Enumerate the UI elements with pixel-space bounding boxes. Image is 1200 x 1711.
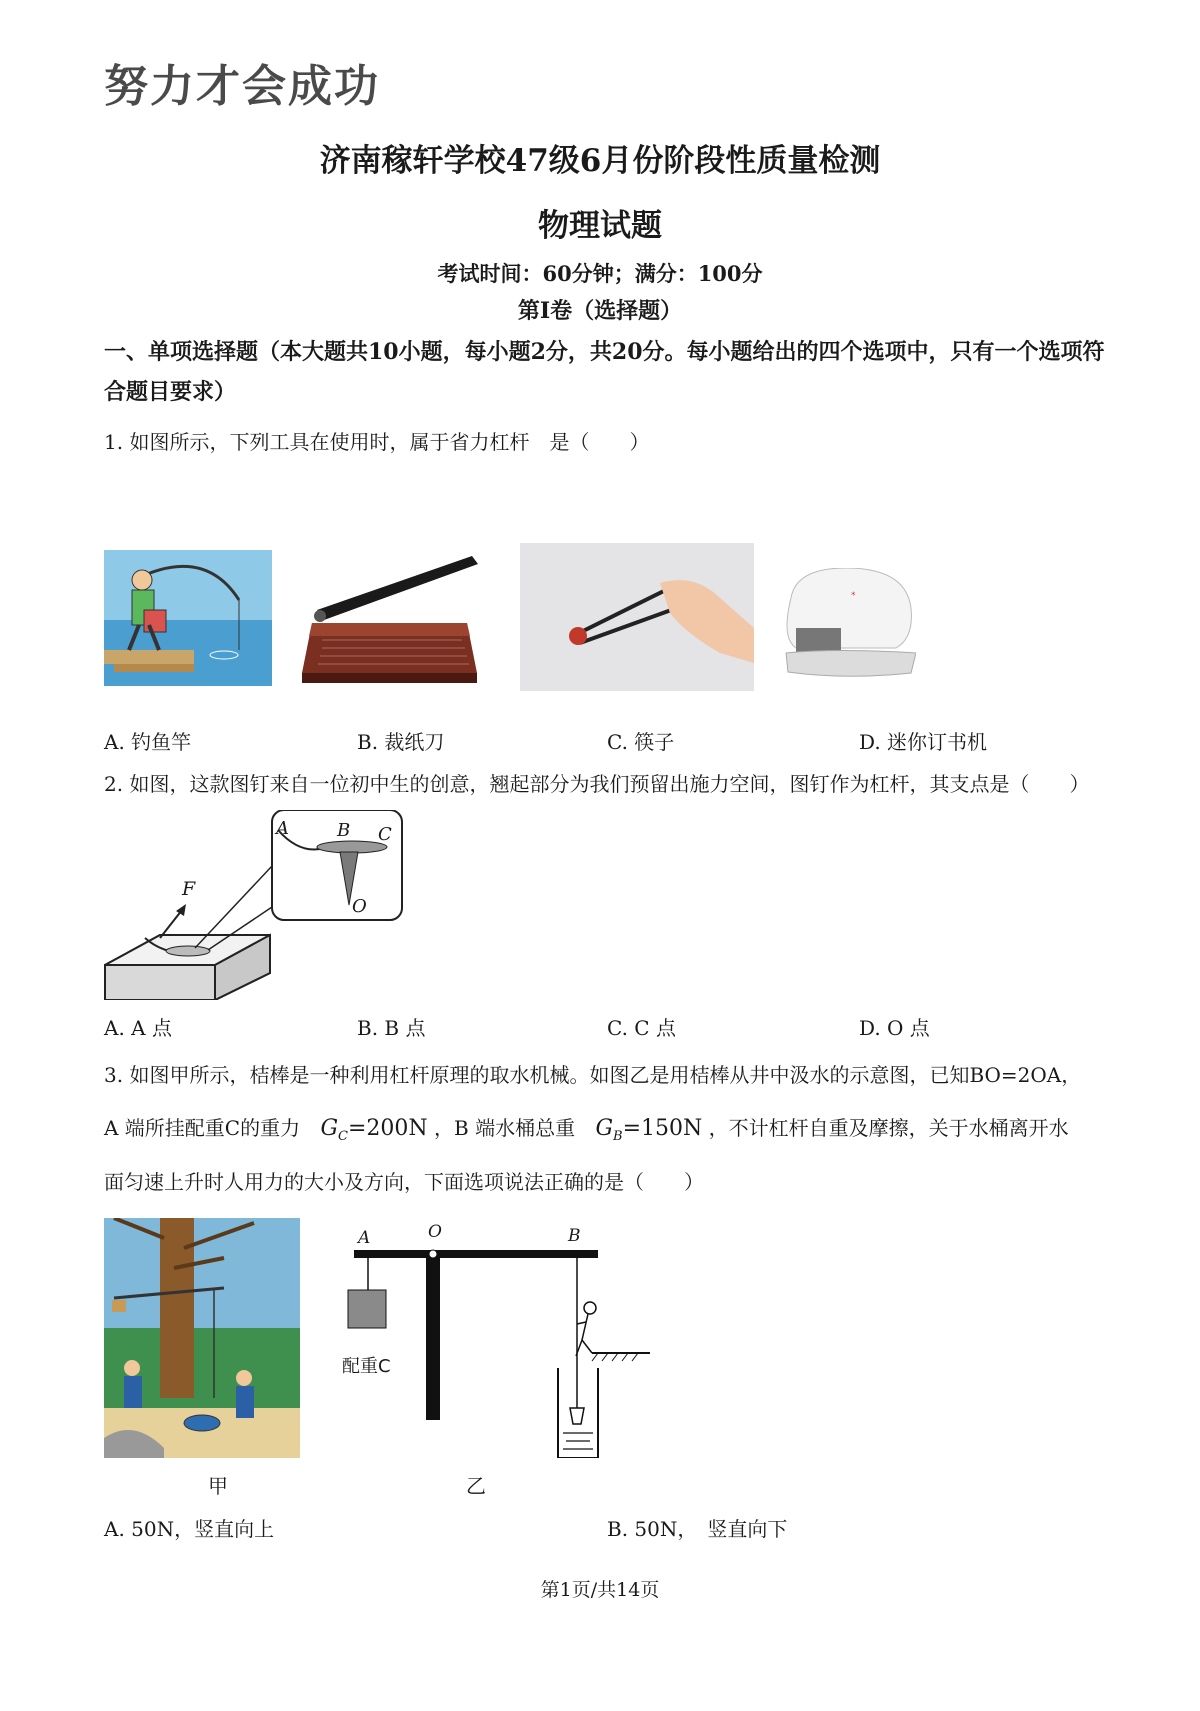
q3-label-a: A [358, 1228, 371, 1248]
figure-caption-jia: 甲 [208, 1474, 228, 1498]
q3-text-c: ，不计杠杆自重及摩擦，关于水桶离开水 [708, 1116, 1069, 1140]
q3-gc-symbol: G [320, 1116, 339, 1141]
fishing-rod-image [104, 550, 272, 686]
q2-label-a: A [276, 818, 289, 839]
volume-title: 第Ⅰ卷（选择题） [517, 298, 683, 324]
chopsticks-image [520, 543, 754, 691]
q3-gc-formula [320, 1116, 428, 1144]
q1-option-b[interactable]: B. 裁纸刀 [357, 730, 445, 754]
q3-gb-formula [595, 1116, 703, 1144]
q2-label-c: C [378, 824, 392, 845]
q3-text-b: ，B 端水桶总重 [434, 1116, 576, 1140]
q3-gb-value: =150N [622, 1116, 703, 1141]
question-3-stem-line3: 面匀速上升时人用力的大小及方向，下面选项说法正确的是（ ） [104, 1170, 704, 1194]
question-3-stem-line1: 3. 如图甲所示，桔棒是一种利用杠杆原理的取水机械。如图乙是用桔棒从井中汲水的示意图，已知BO=2OA， [104, 1063, 1082, 1087]
question-1-stem: 1. 如图所示，下列工具在使用时，属于省力杠杆 是（ ） [104, 430, 650, 454]
q3-gb-sub: B [613, 1129, 623, 1144]
svg-text:*: * [851, 591, 856, 601]
school-title: 济南稼轩学校47级6月份阶段性质量检测 [319, 143, 881, 179]
q3-option-b[interactable]: B. 50N， 竖直向下 [607, 1517, 788, 1541]
q2-label-o: O [352, 896, 367, 917]
q3-label-b: B [568, 1226, 581, 1246]
motto-heading: 努力才会成功 [104, 61, 380, 112]
q1-option-a[interactable]: A. 钓鱼竿 [104, 730, 192, 754]
q2-option-b[interactable]: B. B 点 [357, 1016, 426, 1040]
exam-info: 考试时间：60分钟；满分：100分 [437, 261, 763, 286]
q3-gc-sub: C [338, 1129, 348, 1144]
q2-label-f: F [182, 878, 196, 900]
q1-option-d[interactable]: D. 迷你订书机 [859, 730, 988, 754]
subject-title: 物理试题 [538, 208, 662, 244]
question-3-stem-line2 [104, 1116, 1134, 1149]
well-sweep-illustration [104, 1218, 300, 1458]
q1-option-c[interactable]: C. 筷子 [607, 730, 675, 754]
q2-label-b: B [337, 820, 351, 841]
section-heading: 一、单项选择题（本大题共10小题，每小题2分，共20分。每小题给出的四个选项中，只有一个选项符合题目要求） [104, 339, 1105, 405]
paper-cutter-image [302, 548, 480, 688]
q3-text-a: A 端所挂配重C的重力 [104, 1116, 301, 1140]
q2-option-d[interactable]: D. O 点 [859, 1016, 930, 1040]
well-sweep-schematic [330, 1228, 650, 1458]
q3-option-a[interactable]: A. 50N，竖直向上 [104, 1517, 275, 1541]
stapler-image [776, 568, 916, 686]
figure-caption-yi: 乙 [466, 1474, 486, 1498]
page-footer: 第1页/共14页 [540, 1579, 660, 1601]
q3-weight-label: 配重C [342, 1356, 391, 1377]
q3-label-o: O [428, 1222, 442, 1242]
q3-gb-symbol: G [595, 1116, 614, 1141]
question-2-stem: 2. 如图，这款图钉来自一位初中生的创意，翘起部分为我们预留出施力空间，图钉作为杠杆，其支点是（ ） [104, 772, 1090, 796]
q2-option-c[interactable]: C. C 点 [607, 1016, 676, 1040]
q2-option-a[interactable]: A. A 点 [104, 1016, 172, 1040]
q3-gc-value: =200N [348, 1116, 428, 1141]
